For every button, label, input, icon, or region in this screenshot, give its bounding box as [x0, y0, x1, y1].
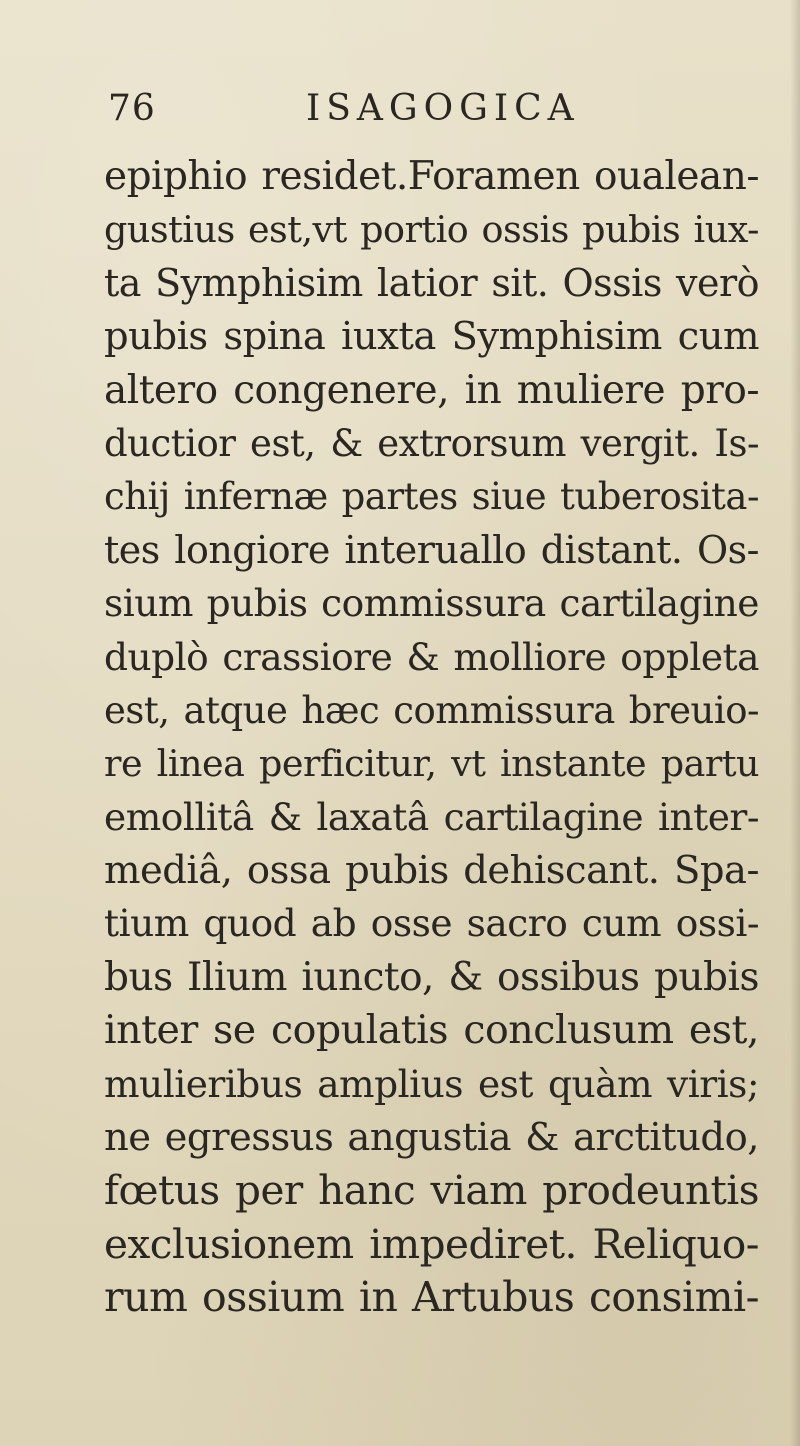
text-line: ductior est, & extrorsum vergit. Is-	[104, 421, 759, 465]
text-line: tes longiore interuallo distant. Os-	[104, 527, 759, 572]
text-line: epiphio residet.Foramen oualean-	[104, 154, 759, 199]
text-line: chij infernæ partes siue tuberosita-	[104, 475, 759, 519]
page-edge-shadow	[790, 0, 800, 1446]
text-line: pubis spina iuxta Symphisim cum	[104, 314, 759, 360]
text-line: altero congenere, in muliere pro-	[104, 367, 759, 413]
text-line: mulieribus amplius est quàm viris;	[104, 1061, 759, 1106]
text-line: est, atque hæc commissura breuio-	[104, 688, 759, 732]
text-line: gustius est,vt portio ossis pubis iux-	[104, 208, 759, 252]
text-line: ne egressus angustia & arctitudo,	[104, 1115, 759, 1161]
running-head: ISAGOGICA	[306, 88, 580, 129]
text-line: duplò crassiore & molliore oppleta	[104, 634, 759, 679]
text-line: fœtus per hanc viam prodeuntis	[104, 1166, 759, 1215]
text-line: ta Symphisim latior sit. Ossis verò	[104, 260, 759, 305]
text-line: bus Ilium iuncto, & ossibus pubis	[104, 954, 759, 1000]
body-text	[104, 150, 759, 1325]
text-line: inter se copulatis conclusum est,	[104, 1007, 759, 1054]
page-number: 76	[108, 88, 156, 129]
text-line: sium pubis commissura cartilagine	[104, 581, 759, 626]
text-line: emollitâ & laxatâ cartilagine inter-	[104, 794, 759, 839]
text-line: exclusionem impediret. Reliquo-	[104, 1219, 759, 1268]
text-line: rum ossium in Artubus consimi-	[104, 1273, 759, 1322]
text-line: tium quod ab osse sacro cum ossi-	[104, 901, 759, 946]
text-line: re linea perficitur, vt instante partu	[104, 742, 759, 786]
page-header	[108, 88, 708, 148]
text-line: mediâ, ossa pubis dehiscant. Spa-	[104, 848, 759, 894]
